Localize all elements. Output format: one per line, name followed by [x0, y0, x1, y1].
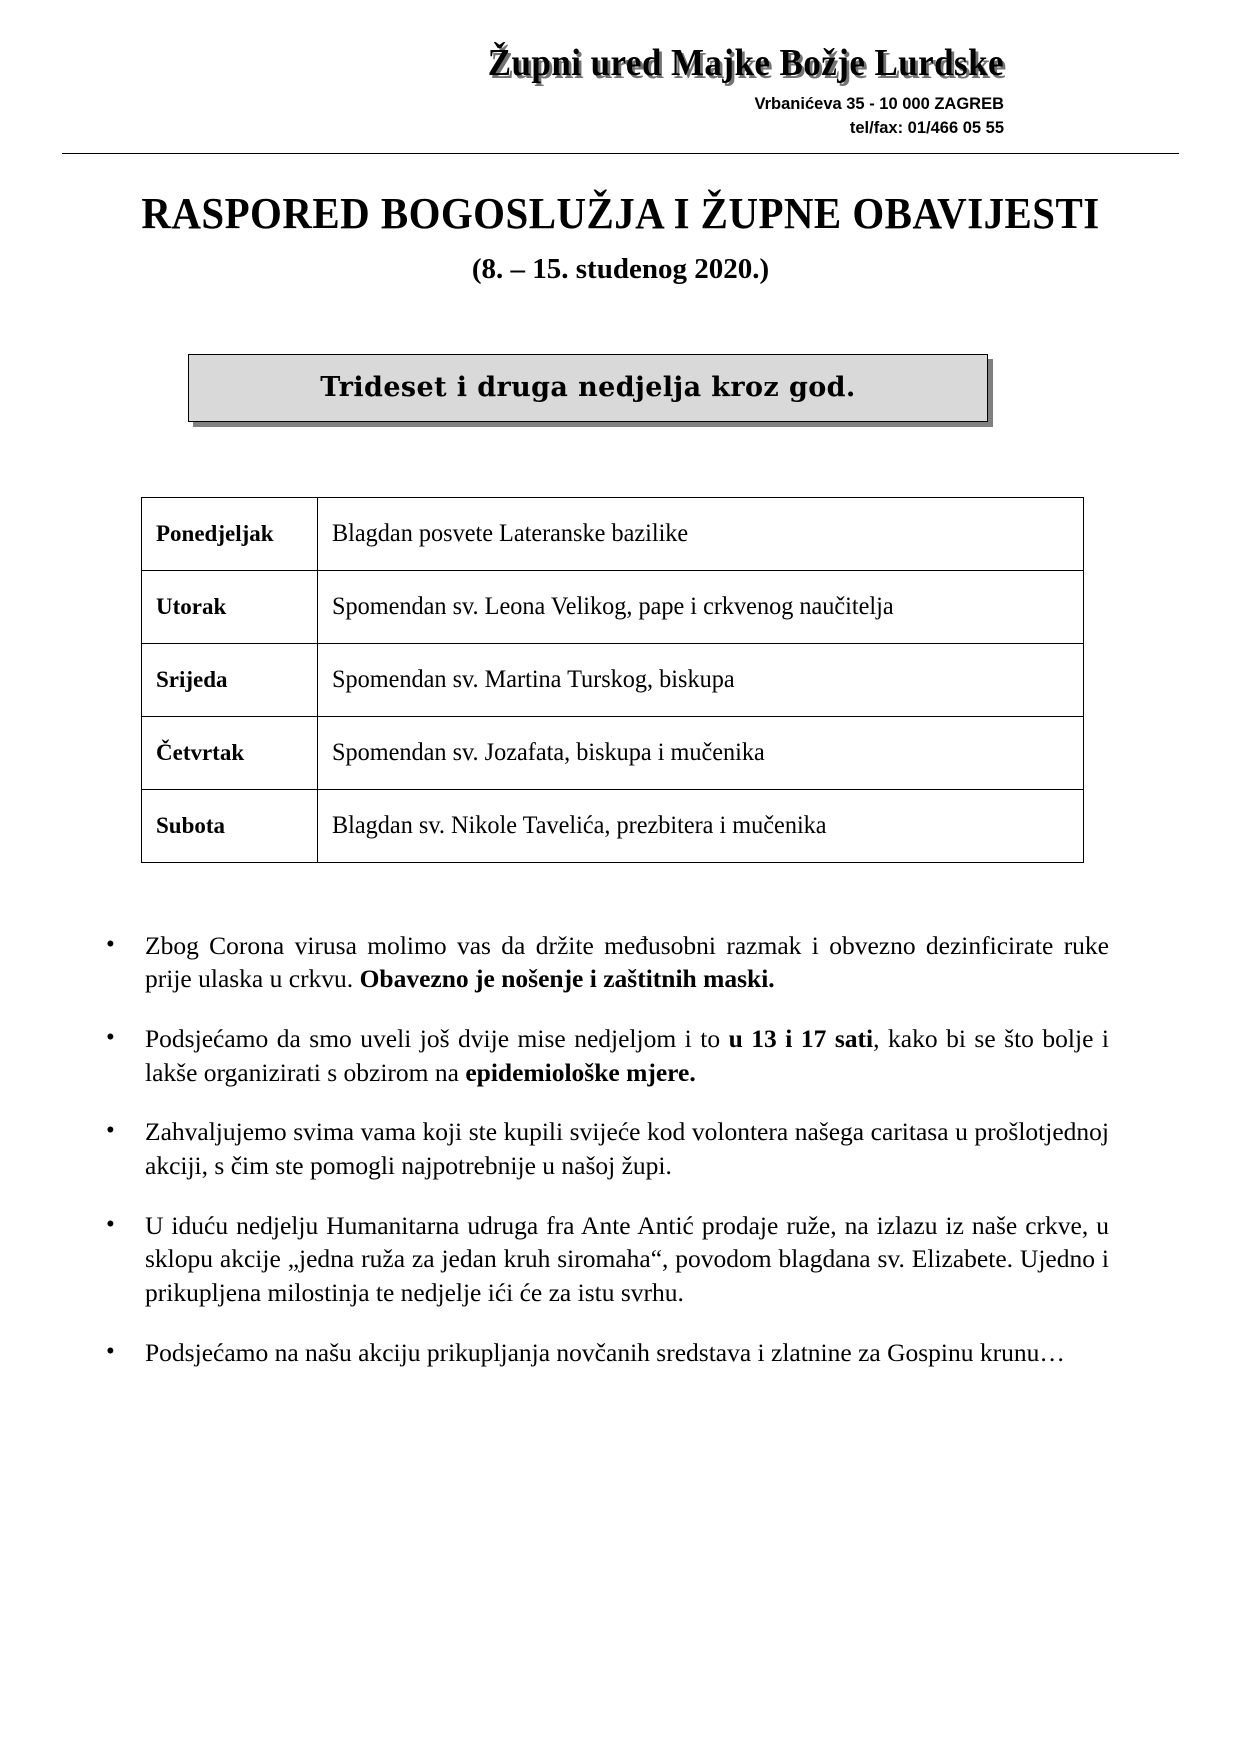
- notice-text-part: Zahvaljujemo svima vama koji ste kupili svijeće kod volontera našega caritasa u prošlotjednoj akciji, s čim ste pomogli najpotrebnije u našoj župi.: [145, 1117, 1109, 1181]
- notice-text-part: , kako bi se što bolje i lakše organizirati s obzirom na: [145, 1024, 1109, 1087]
- list-item: [98, 1209, 1109, 1310]
- table-row: [142, 716, 1084, 789]
- table-row: [142, 643, 1084, 716]
- table-row: [142, 497, 1084, 570]
- schedule-day: Srijeda: [142, 643, 318, 716]
- notice-text-part: Podsjećamo na našu akciju prikupljanja novčanih sredstava i zlatnine za Gospinu krunu…: [145, 1337, 1065, 1367]
- schedule-table: [141, 497, 1084, 863]
- table-row: [142, 789, 1084, 862]
- letterhead: [0, 0, 1241, 141]
- bullet-icon: •: [106, 1117, 115, 1145]
- schedule-description: [318, 497, 1084, 570]
- bullet-icon: •: [106, 930, 115, 958]
- list-item: [98, 929, 1109, 996]
- notice-text-bold: Obavezno je nošenje i zaštitnih maski.: [359, 964, 775, 994]
- schedule-day: Ponedjeljak: [142, 497, 318, 570]
- page-subtitle: (8. – 15. studenog 2020.): [471, 252, 770, 285]
- parish-address: Vrbanićeva 35 - 10 000 ZAGREB: [754, 94, 1004, 113]
- schedule-description: [318, 570, 1084, 643]
- notice-text-part: U iduću nedjelju Humanitarna udruga fra Ante Antić prodaje ruže, na izlazu iz naše crkve, u sklopu akcije „jedna ruža za jedan kruh siromaha“, povodom blagdana sv. Elizabete. Ujedno i prikupljena milostinja te nedjelje ići će za istu svrhu.: [145, 1210, 1109, 1307]
- bullet-icon: •: [106, 1210, 115, 1238]
- parish-office-title: Župni ured Majke Božje Lurdske: [487, 42, 1005, 84]
- schedule-wrap: [0, 497, 1241, 863]
- schedule-description: [318, 716, 1084, 789]
- schedule-table-body: [142, 497, 1084, 862]
- table-row: [142, 570, 1084, 643]
- notice-text-part: Zbog Corona virusa molimo vas da držite međusobni razmak i obvezno dezinficirate ruke prije ulaska u crkvu.: [145, 930, 1109, 994]
- sunday-banner-wrap: [0, 354, 1241, 422]
- sunday-banner: [188, 354, 988, 422]
- schedule-day: Četvrtak: [142, 716, 318, 789]
- notice-text-bold: u 13 i 17 sati: [728, 1024, 874, 1054]
- notice-text-bold: epidemiološke mjere.: [465, 1057, 696, 1087]
- page-title: RASPORED BOGOSLUŽJA I ŽUPNE OBAVIJESTI: [141, 188, 1100, 238]
- schedule-description: [318, 789, 1084, 862]
- header-divider: [62, 153, 1179, 154]
- schedule-description-text: Spomendan sv. Jozafata, biskupa i mučenika: [332, 738, 765, 766]
- schedule-description: [318, 643, 1084, 716]
- schedule-day: Subota: [142, 789, 318, 862]
- parish-phone: tel/fax: 01/466 05 55: [849, 118, 1004, 137]
- schedule-description-text: Spomendan sv. Martina Turskog, biskupa: [332, 665, 735, 693]
- bullet-icon: •: [106, 1337, 115, 1365]
- notices-list: [0, 929, 1241, 1370]
- schedule-description-text: Spomendan sv. Leona Velikog, pape i crkvenog naučitelja: [332, 592, 894, 620]
- schedule-description-text: Blagdan posvete Lateranske bazilike: [332, 519, 689, 547]
- schedule-day: Utorak: [142, 570, 318, 643]
- bullet-icon: •: [106, 1024, 115, 1052]
- notice-text-part: Podsjećamo da smo uveli još dvije mise nedjeljom i to: [145, 1024, 729, 1054]
- schedule-description-text: Blagdan sv. Nikole Tavelića, prezbitera i mučenika: [332, 811, 827, 839]
- sunday-banner-label: Trideset i druga nedjelja kroz god.: [320, 372, 856, 404]
- list-item: [98, 1336, 1109, 1370]
- list-item: [98, 1115, 1109, 1182]
- list-item: [98, 1022, 1109, 1089]
